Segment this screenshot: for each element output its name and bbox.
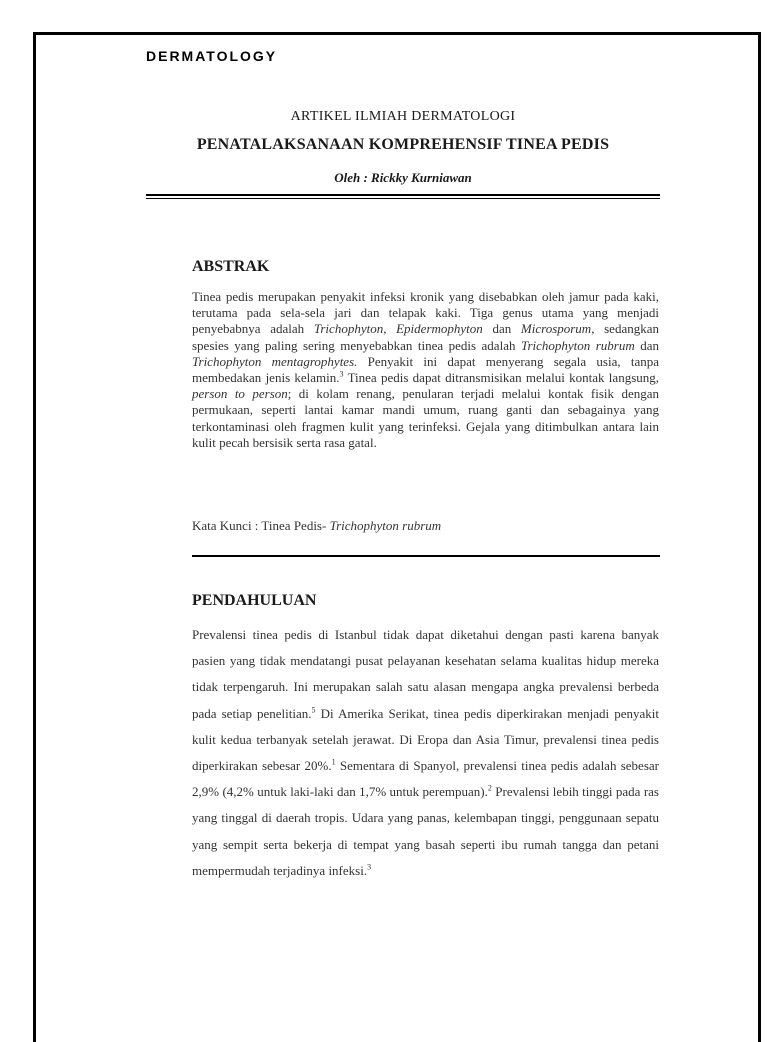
intro-heading: PENDAHULUAN <box>192 592 317 609</box>
abstract-heading: ABSTRAK <box>192 258 270 275</box>
abstract-divider <box>192 555 660 557</box>
article-title: PENATALAKSANAAN KOMPREHENSIF TINEA PEDIS <box>196 136 610 153</box>
abstract-paragraph: Tinea pedis merupakan penyakit infeksi kronik yang disebabkan oleh jamur pada kaki, terutama pada sela-sela jari dan telapak kaki. Tiga genus utama yang menjadi penyebabnya adalah Trichophyton, Epidermophyton dan Microsporum, sedangkan spesies yang paling sering menyebabkan tinea pedis adalah Trichophyton rubrum dan Trichophyton mentagrophytes. Penyakit ini dapat menyerang segala usia, tanpa membedakan jenis kelamin.$^3$ Tinea pedis dapat ditransmisikan melalui kontak langsung, person to person; di kolam renang, penularan terjadi melalui kontak fisik dengan permukaan, seperti lantai kamar mandi umum, ruang ganti dan sebagainya yang terkontaminasi oleh fragmen kulit yang terinfeksi. Gejala yang ditimbulkan antara lain kulit pecah bersisik serta rasa gatal. <box>192 289 660 450</box>
keywords: Kata Kunci : Tinea Pedis- Trichophyton rubrum <box>192 518 442 533</box>
article-author: Oleh : Rickky Kurniawan <box>334 170 472 185</box>
article-kicker: ARTIKEL ILMIAH DERMATOLOGI <box>290 109 516 124</box>
intro-paragraph: Prevalensi tinea pedis di Istanbul tidak dapat diketahui dengan pasti karena banyak pasien yang tidak mendatangi pusat pelayanan kesehatan selama kualitas hidup mereka tidak terpengaruh. Ini merupakan salah satu alasan mengapa angka prevalensi berbeda pada setiap penelitian.$^5$ Di Amerika Serikat, tinea pedis diperkirakan menjadi penyakit kulit kedua terbanyak setelah jerawat. Di Eropa dan Asia Timur, prevalensi tinea pedis diperkirakan sebesar 20%.$^1$ Sementara di Spanyol, prevalensi tinea pedis adalah sebesar 2,9% (4,2% untuk laki-laki dan 1,7% untuk perempuan).$^2$ Prevalensi lebih tinggi pada ras yang tinggal di daerah tropis. Udara yang panas, kelembapan tinggi, penggunaan sepatu yang sempit serta bekerja di tempat yang basah seperti ibu rumah tangga dan petani mempermudah terjadinya infeksi.$^3$ <box>192 627 660 878</box>
title-divider <box>146 194 660 199</box>
section-header: DERMATOLOGY <box>146 48 278 64</box>
